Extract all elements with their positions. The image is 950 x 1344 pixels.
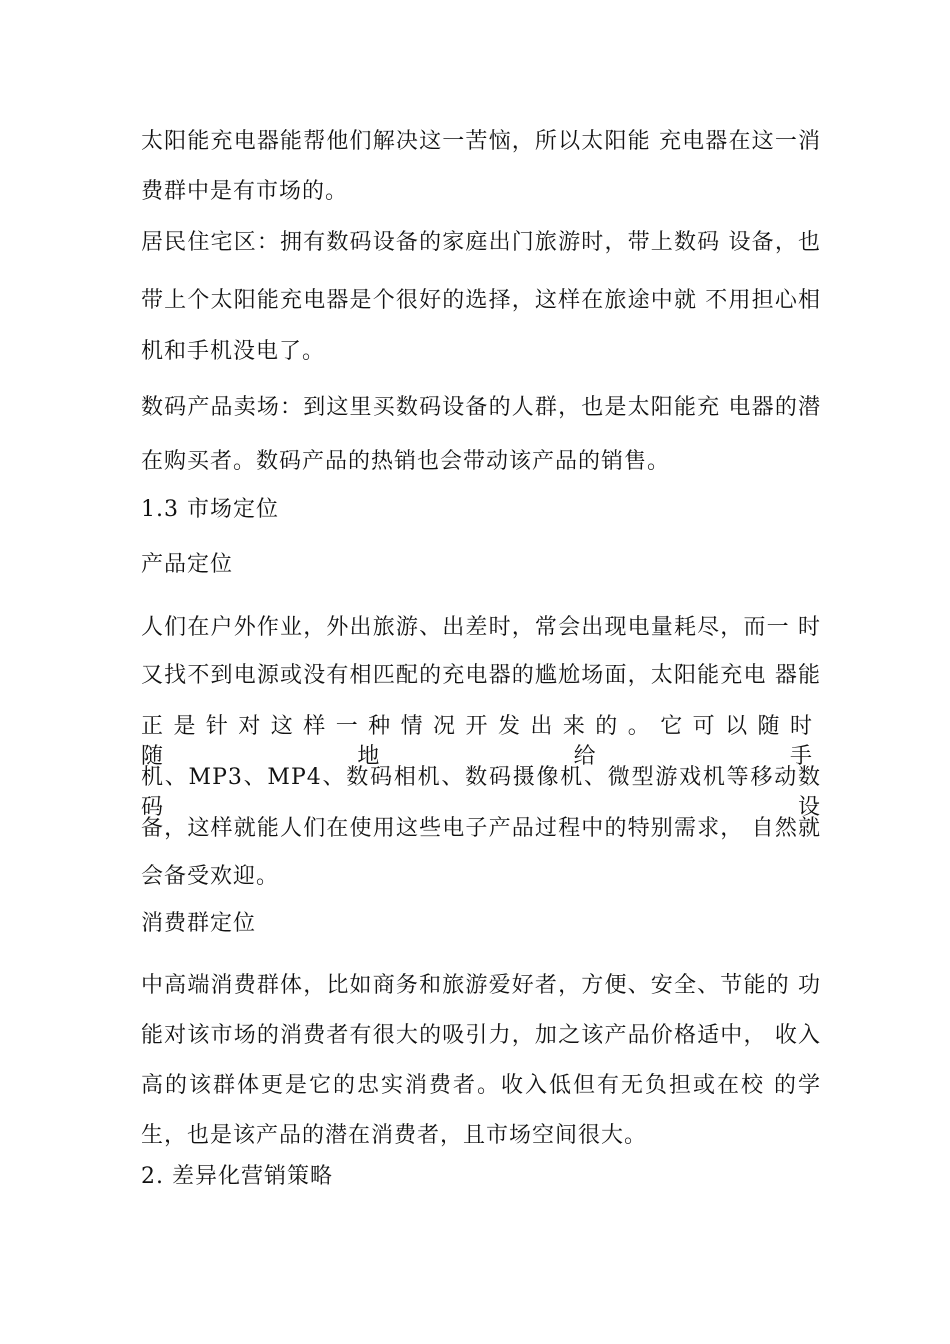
text-line: 人们在户外作业，外出旅游、出差时，常会出现电量耗尽，而一 时 [141, 615, 821, 640]
text-line: 费群中是有市场的。 [141, 179, 349, 204]
text-line: 备，这样就能人们在使用这些电子产品过程中的特别需求， 自然就 [141, 816, 821, 841]
text-line: 太阳能充电器能帮他们解决这一苦恼，所以太阳能 充电器在这一消 [141, 129, 821, 154]
text-line: 机和手机没电了。 [141, 339, 326, 364]
text-line: 在购买者。数码产品的热销也会带动该产品的销售。 [141, 449, 671, 474]
subsection-heading: 产品定位 [141, 552, 234, 577]
text-line: 能对该市场的消费者有很大的吸引力，加之该产品价格适中， 收入 [141, 1023, 821, 1048]
text-line: 带上个太阳能充电器是个很好的选择，这样在旅途中就 不用担心相 [141, 288, 821, 313]
text-line: 中高端消费群体，比如商务和旅游爱好者，方便、安全、节能的 功 [141, 973, 821, 998]
section-heading: 1.3 市场定位 [141, 497, 279, 522]
text-line: 高的该群体更是它的忠实消费者。收入低但有无负担或在校 的学 [141, 1073, 821, 1098]
subsection-heading: 消费群定位 [141, 911, 257, 936]
text-line: 会备受欢迎。 [141, 864, 280, 889]
section-heading: 2. 差异化营销策略 [141, 1164, 333, 1189]
text-line: 机、MP3、MP4、数码相机、数码摄像机、微型游戏机等移动数 码设 [141, 765, 821, 820]
text-line: 数码产品卖场：到这里买数码设备的人群，也是太阳能充 电器的潜 [141, 395, 821, 420]
text-line: 生，也是该产品的潜在消费者，且市场空间很大。 [141, 1123, 648, 1148]
text-line: 居民住宅区：拥有数码设备的家庭出门旅游时，带上数码 设备，也 [141, 230, 821, 255]
text-line: 正是针对这样一种情况开发出来的。它可以随时随地给手 [141, 714, 821, 769]
text-line: 又找不到电源或没有相匹配的充电器的尴尬场面，太阳能充电 器能 [141, 663, 821, 688]
